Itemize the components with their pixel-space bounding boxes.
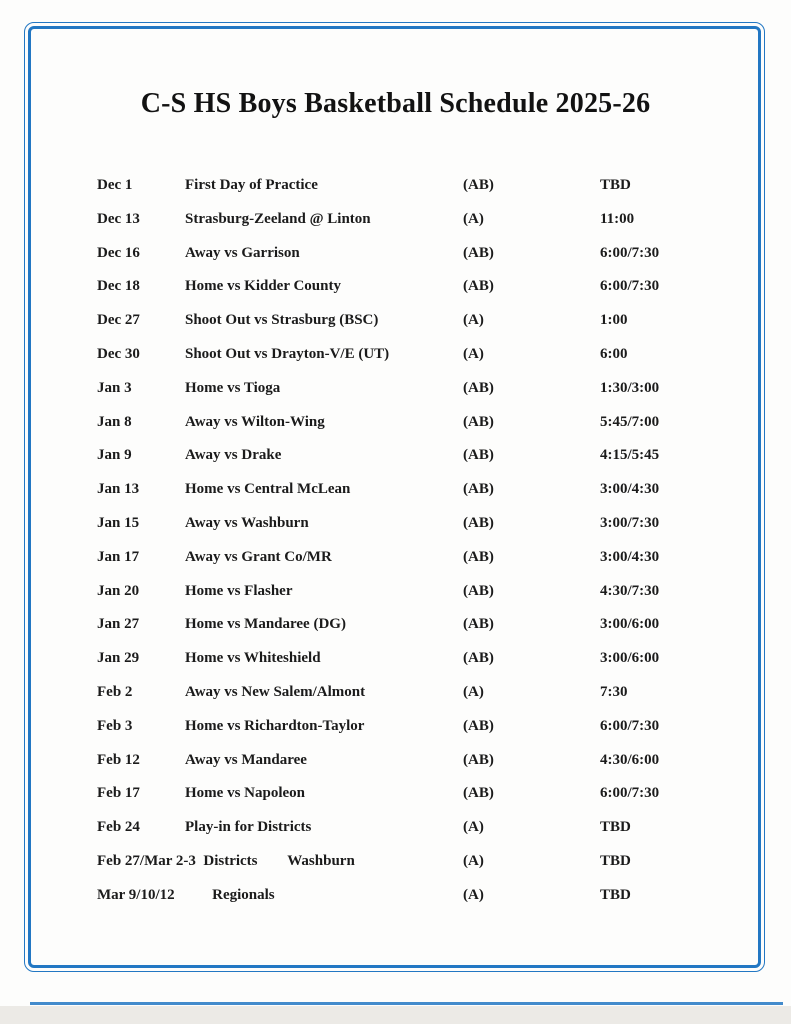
cell-opponent: Home vs Whiteshield — [185, 650, 321, 667]
cell-site: (AB) — [463, 616, 494, 633]
cell-time: 3:00/6:00 — [600, 616, 660, 633]
schedule-row — [97, 718, 751, 752]
cell-date: Jan 20 — [97, 582, 140, 599]
cell-date: Jan 29 — [97, 650, 140, 667]
cell-date: Dec 1 — [97, 177, 133, 193]
cell-opponent: Away vs Wilton-Wing — [185, 413, 325, 430]
cell-opponent: Home vs Kidder County — [185, 278, 341, 295]
cell-date: Feb 3 — [97, 717, 133, 734]
cell-site: (A) — [463, 819, 484, 836]
cell-time: 1:00 — [600, 312, 628, 329]
cell-date: Dec 18 — [97, 278, 140, 295]
cell-site: (AB) — [463, 717, 494, 734]
schedule-row — [97, 245, 751, 279]
cell-opponent: Home vs Tioga — [185, 379, 281, 396]
cell-date: Dec 30 — [97, 345, 140, 362]
cell-site: (AB) — [463, 177, 494, 193]
schedule-row — [97, 616, 751, 650]
cell-time: 3:00/4:30 — [600, 481, 660, 498]
cell-site: (A) — [463, 886, 484, 903]
cell-date: Jan 9 — [97, 447, 132, 464]
schedule-row — [97, 853, 751, 887]
cell-opponent: Strasburg-Zeeland @ Linton — [185, 210, 371, 227]
cell-opponent: Home vs Central McLean — [185, 481, 351, 498]
schedule-row — [97, 414, 751, 448]
cell-date: Feb 2 — [97, 683, 133, 700]
cell-site: (A) — [463, 852, 484, 869]
cell-opponent: Home vs Flasher — [185, 582, 293, 599]
cell-time: 11:00 — [600, 210, 635, 227]
schedule-row — [97, 887, 751, 921]
cell-site: (AB) — [463, 244, 494, 261]
cell-site: (AB) — [463, 548, 494, 565]
cell-date: Jan 15 — [97, 514, 140, 531]
cell-site: (AB) — [463, 278, 494, 295]
cell-time: 6:00/7:30 — [600, 244, 660, 261]
cell-date-opponent: Feb 27/Mar 2-3 Districts Washburn — [97, 852, 355, 869]
schedule-row — [97, 481, 751, 515]
cell-date: Feb 24 — [97, 819, 140, 836]
schedule-row — [97, 819, 751, 853]
cell-opponent: Away vs Garrison — [185, 244, 300, 261]
cell-opponent: Home vs Mandaree (DG) — [185, 616, 346, 633]
cell-time: TBD — [600, 852, 631, 869]
cell-opponent: Shoot Out vs Strasburg (BSC) — [185, 312, 379, 329]
cell-date: Dec 13 — [97, 210, 140, 227]
cell-time: TBD — [600, 819, 631, 836]
cell-site: (AB) — [463, 785, 494, 802]
cell-opponent: Away vs Drake — [185, 447, 282, 464]
cell-time: TBD — [600, 886, 631, 903]
schedule-row — [97, 312, 751, 346]
schedule-row — [97, 177, 751, 211]
schedule-row — [97, 278, 751, 312]
cell-opponent: Home vs Richardton-Taylor — [185, 717, 365, 734]
cell-date: Feb 12 — [97, 751, 140, 768]
scan-artifact-line — [30, 1002, 783, 1005]
cell-time: 4:30/6:00 — [600, 751, 660, 768]
cell-site: (AB) — [463, 582, 494, 599]
schedule-row — [97, 211, 751, 245]
cell-site: (A) — [463, 683, 484, 700]
schedule-row — [97, 549, 751, 583]
cell-time: 5:45/7:00 — [600, 413, 660, 430]
cell-time: 4:15/5:45 — [600, 447, 660, 464]
cell-opponent: Away vs Mandaree — [185, 751, 307, 768]
cell-site: (AB) — [463, 379, 494, 396]
cell-site: (AB) — [463, 650, 494, 667]
cell-date-opponent: Mar 9/10/12 Regionals — [97, 886, 275, 903]
scan-bottom-strip — [0, 1006, 791, 1024]
cell-date: Jan 13 — [97, 481, 140, 498]
cell-time: 3:00/7:30 — [600, 514, 660, 531]
cell-time: 6:00/7:30 — [600, 278, 660, 295]
page-title: C-S HS Boys Basketball Schedule 2025-26 — [140, 88, 651, 119]
cell-date: Jan 8 — [97, 413, 132, 430]
cell-date: Jan 3 — [97, 379, 132, 396]
cell-site: (A) — [463, 345, 484, 362]
cell-site: (A) — [463, 210, 484, 227]
schedule-table — [97, 177, 751, 921]
schedule-row — [97, 380, 751, 414]
schedule-row — [97, 785, 751, 819]
cell-site: (AB) — [463, 514, 494, 531]
schedule-row — [97, 447, 751, 481]
cell-date: Feb 17 — [97, 785, 140, 802]
cell-opponent: Play-in for Districts — [185, 819, 312, 836]
cell-time: 3:00/4:30 — [600, 548, 660, 565]
schedule-row — [97, 583, 751, 617]
cell-time: TBD — [600, 177, 631, 193]
cell-opponent: Away vs Grant Co/MR — [185, 548, 332, 565]
cell-date: Dec 27 — [97, 312, 140, 329]
schedule-row — [97, 684, 751, 718]
cell-time: 6:00/7:30 — [600, 785, 660, 802]
cell-site: (AB) — [463, 751, 494, 768]
schedule-row — [97, 752, 751, 786]
schedule-row — [97, 515, 751, 549]
cell-time: 6:00 — [600, 345, 628, 362]
cell-opponent: Away vs Washburn — [185, 514, 309, 531]
cell-date: Jan 27 — [97, 616, 140, 633]
cell-date: Jan 17 — [97, 548, 140, 565]
schedule-row — [97, 650, 751, 684]
cell-time: 7:30 — [600, 683, 628, 700]
cell-time: 3:00/6:00 — [600, 650, 660, 667]
cell-time: 1:30/3:00 — [600, 379, 660, 396]
cell-time: 6:00/7:30 — [600, 717, 660, 734]
cell-opponent: First Day of Practice — [185, 177, 318, 193]
cell-opponent: Home vs Napoleon — [185, 785, 305, 802]
cell-date: Dec 16 — [97, 244, 140, 261]
schedule-row — [97, 346, 751, 380]
cell-site: (AB) — [463, 481, 494, 498]
cell-site: (AB) — [463, 447, 494, 464]
cell-site: (AB) — [463, 413, 494, 430]
cell-time: 4:30/7:30 — [600, 582, 660, 599]
cell-opponent: Away vs New Salem/Almont — [185, 683, 366, 700]
cell-opponent: Shoot Out vs Drayton-V/E (UT) — [185, 345, 390, 362]
cell-site: (A) — [463, 312, 484, 329]
